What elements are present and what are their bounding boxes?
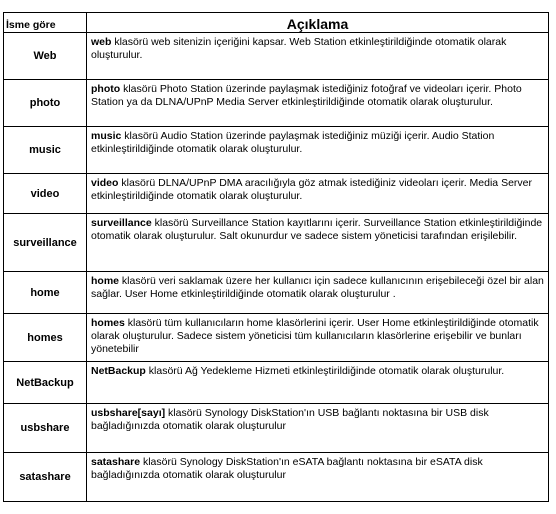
description-text: klasörü web sitenizin içeriğini kapsar. Web Station etkinleştirildiğinde otomatik olarak oluşturulur. xyxy=(91,36,507,61)
folder-description xyxy=(87,453,549,502)
table-header-row xyxy=(4,13,549,33)
description-text: klasörü Synology DiskStation'ın eSATA bağlantı noktasına bir eSATA disk bağladığınızda otomatik olarak oluşturulur xyxy=(91,456,483,481)
folder-name: NetBackup xyxy=(4,362,87,404)
folder-description xyxy=(87,404,549,453)
table-row xyxy=(4,214,549,272)
folder-name: video xyxy=(4,174,87,214)
folder-name: music xyxy=(4,127,87,174)
folder-description xyxy=(87,272,549,314)
folder-keyword: web xyxy=(91,36,112,48)
folder-name: homes xyxy=(4,314,87,362)
folder-keyword: home xyxy=(91,275,120,287)
folder-name: satashare xyxy=(4,453,87,502)
description-text: klasörü tüm kullanıcıların home klasörlerini içerir. User Home etkinleştirildiğinde otomatik olarak oluşturulur. Sadece sistem yöneticisi tüm kullanıcıların klasörlerine erişebilir ve bunları yönetebilir xyxy=(91,317,539,355)
folder-name: photo xyxy=(4,80,87,127)
folder-description xyxy=(87,33,549,80)
folder-name: surveillance xyxy=(4,214,87,272)
folder-name: Web xyxy=(4,33,87,80)
table-row xyxy=(4,314,549,362)
folder-description xyxy=(87,80,549,127)
folder-description xyxy=(87,214,549,272)
folder-keyword: photo xyxy=(91,83,121,95)
folder-description xyxy=(87,362,549,404)
table-row xyxy=(4,362,549,404)
description-text: klasörü Synology DiskStation'ın USB bağlantı noktasına bir USB disk bağladığınızda otomatik olarak oluşturulur xyxy=(91,407,489,432)
description-text: klasörü DLNA/UPnP DMA aracılığıyla göz atmak istediğiniz videoları içerir. Media Server etkinleştirildiğinde otomatik olarak oluşturulur. xyxy=(91,177,532,202)
table-row xyxy=(4,404,549,453)
folder-keyword: surveillance xyxy=(91,217,152,229)
column-header-name: İsme göre xyxy=(4,13,87,33)
column-header-description: Açıklama xyxy=(87,13,549,33)
folder-keyword: satashare xyxy=(91,456,141,468)
description-text: klasörü Ağ Yedekleme Hizmeti etkinleştirildiğinde otomatik olarak oluşturulur. xyxy=(145,365,505,377)
folder-name: home xyxy=(4,272,87,314)
description-text: klasörü veri saklamak üzere her kullanıcı için sadece kullanıcının erişebileceği özel bir alan sağlar. User Home etkinleştirildiğinde otomatik olarak oluşturulur . xyxy=(91,275,544,300)
folder-description xyxy=(87,314,549,362)
folder-description xyxy=(87,174,549,214)
description-text: klasörü Audio Station üzerinde paylaşmak istediğiniz müziği içerir. Audio Station etkinleştirildiğinde otomatik olarak oluşturulur. xyxy=(91,130,495,155)
table-row xyxy=(4,174,549,214)
description-text: klasörü Surveillance Station kayıtlarını içerir. Surveillance Station etkinleştirildiğinde otomatik olarak oluşturulur. Salt okunurdur ve sadece sistem yöneticisi tarafından erişilebilir. xyxy=(91,217,543,242)
table-row xyxy=(4,272,549,314)
folder-description xyxy=(87,127,549,174)
folder-keyword: music xyxy=(91,130,122,142)
folder-keyword: usbshare[sayı] xyxy=(91,407,166,419)
table-row xyxy=(4,80,549,127)
shared-folders-table xyxy=(3,12,549,502)
table-row xyxy=(4,453,549,502)
folder-keyword: video xyxy=(91,177,119,189)
folder-keyword: homes xyxy=(91,317,125,329)
description-text: klasörü Photo Station üzerinde paylaşmak istediğiniz fotoğraf ve videoları içerir. Photo Station ya da DLNA/UPnP Media Server etkinleştirildiğinde otomatik olarak oluşturulur. xyxy=(91,83,522,108)
folder-keyword: NetBackup xyxy=(91,365,146,377)
table-row xyxy=(4,33,549,80)
table-row xyxy=(4,127,549,174)
folder-name: usbshare xyxy=(4,404,87,453)
